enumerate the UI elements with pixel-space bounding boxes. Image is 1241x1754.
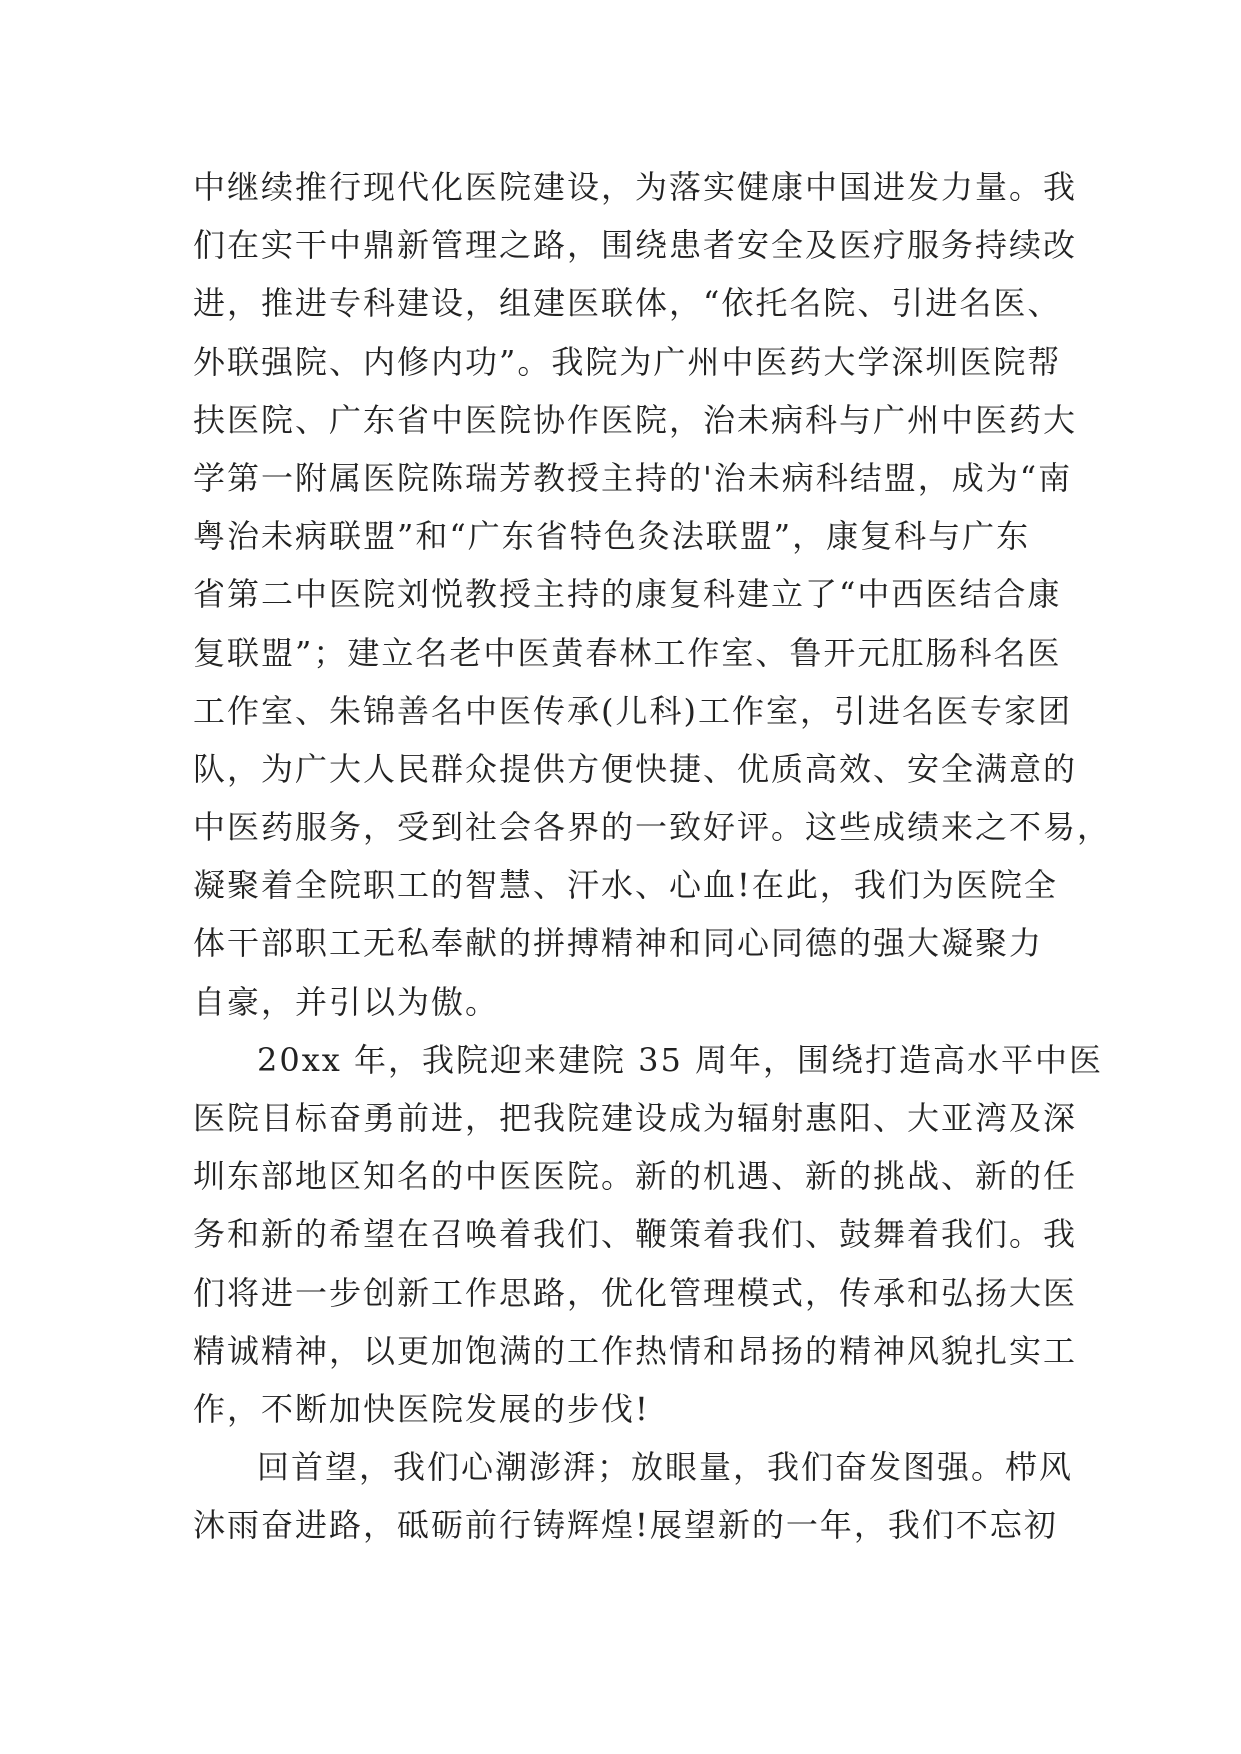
text-line: 扶医院、广东省中医院协作医院，治未病科与广州中医药大 (193, 400, 1078, 439)
text-line: 省第二中医院刘悦教授主持的康复科建立了“中西医结合康 (193, 575, 1062, 614)
text-line: 20xx 年，我院迎来建院 35 周年，围绕打造高水平中医 (257, 1040, 1104, 1079)
text-line: 工作室、朱锦善名中医传承(儿科)工作室，引进名医专家团 (193, 691, 1072, 730)
text-line: 中继续推行现代化医院建设，为落实健康中国进发力量。我 (193, 168, 1078, 206)
text-line: 体干部职工无私奉献的拼搏精神和同心同德的强大凝聚力 (193, 924, 1044, 963)
text-line: 精诚精神，以更加饱满的工作热情和昂扬的精神风貌扎实工 (193, 1331, 1078, 1370)
text-line: 作，不断加快医院发展的步伐! (193, 1389, 650, 1428)
text-line: 医院目标奋勇前进，把我院建设成为辐射惠阳、大亚湾及深 (193, 1099, 1078, 1137)
text-line: 圳东部地区知名的中医医院。新的机遇、新的挑战、新的任 (193, 1157, 1078, 1196)
text-line: 进，推进专科建设，组建医联体，“依托名院、引进名医、 (193, 284, 1062, 323)
text-line: 回首望，我们心潮澎湃；放眼量，我们奋发图强。栉风 (257, 1448, 1074, 1487)
text-line: 自豪，并引以为傲。 (193, 982, 500, 1021)
text-line: 们在实干中鼎新管理之路，围绕患者安全及医疗服务持续改 (193, 226, 1078, 265)
text-line: 外联强院、内修内功”。我院为广州中医药大学深圳医院帮 (193, 342, 1062, 381)
document-body (193, 158, 1112, 1555)
paragraph-2 (193, 1031, 1104, 1438)
text-line: 复联盟”；建立名老中医黄春林工作室、鲁开元肛肠科名医 (193, 633, 1062, 672)
text-line: 中医药服务，受到社会各界的一致好评。这些成绩来之不易， (193, 808, 1112, 847)
text-line: 务和新的希望在召唤着我们、鞭策着我们、鼓舞着我们。我 (193, 1215, 1078, 1254)
text-line: 沐雨奋进路，砥砺前行铸辉煌!展望新的一年，我们不忘初 (193, 1506, 1058, 1545)
paragraph-1 (193, 158, 1112, 1031)
text-line: 粤治未病联盟”和“广东省特色灸法联盟”，康复科与广东 (193, 517, 1031, 556)
text-line: 凝聚着全院职工的智慧、汗水、心血!在此，我们为医院全 (193, 866, 1058, 905)
text-line: 队，为广大人民群众提供方便快捷、优质高效、安全满意的 (193, 749, 1078, 788)
text-line: 们将进一步创新工作思路，优化管理模式，传承和弘扬大医 (193, 1273, 1078, 1312)
text-line: 学第一附属医院陈瑞芳教授主持的'治未病科结盟，成为“南 (193, 458, 1073, 497)
paragraph-3 (193, 1438, 1074, 1554)
